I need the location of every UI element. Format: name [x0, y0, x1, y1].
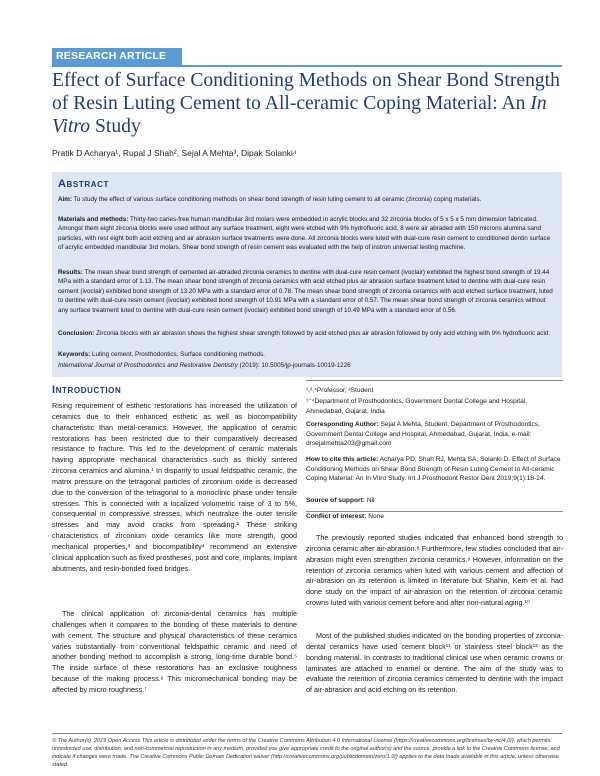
support-label: Source of support: [306, 497, 365, 504]
intro-paragraph-2: The clinical application of zirconia-dental ceramics has multiple challenges when it compares to the bonding of these materials to dentine with cement. The structure and physical characteristics of these ceramics varies substantially from conventional feldspathic ceramic and need of another bonding method to accomplish a strong, long-time durable bond.⁵ The inside surface of these restorations has an exclusive roughness because of the making process.⁶ This micromechanical bonding may be affected by micro roughness.⁷ [52, 609, 297, 694]
intro-paragraph-4: Most of the published studies indicated on the bonding properties of zirconia-dental ceramics have used cement block¹¹ or stainless steel block¹² as the bonding material. In contrasts to traditional clinical use when ceramic crowns or laminates are attached to enamel or dentine. The aim of the study was to evaluate the retention of zirconia ceramics cemented to dentine with the impact of air-abrasion and acid etching on its retention. [306, 631, 563, 695]
banner-rule [52, 65, 562, 67]
support-text: Nil [364, 497, 375, 504]
footer-rule [52, 733, 562, 734]
abstract-citation [58, 361, 556, 370]
title-tail: Study [90, 116, 141, 137]
corr-label: Corresponding Author: [306, 421, 379, 428]
keywords-text: Luting cement, Prosthodontics, Surface conditioning methods. [91, 351, 265, 358]
title-italic: In Vitro [52, 93, 547, 137]
abstract-keywords [58, 350, 556, 359]
introduction-heading: Introduction [52, 384, 122, 396]
affiliation-department: ¹⁻⁴Department of Prosthodontics, Government Dental College and Hospital, Ahmedabad, Gujarat, India [306, 398, 528, 415]
cite-text: Acharya PD, Shah RJ, Mehta SA, Solanki D. Effect of Surface Conditioning Methods on Shear Bond Strength of Resin Luting Cement to All-ceramic Coping Material: An In Vitro Study. Int J Prosthodont Restor Dent 2019;9(1):18-24. [306, 456, 561, 483]
aim-text: To study the effect of various surface conditioning methods on shear bond strength of resin luting cement to all ceramic (zirconia) coping materials. [73, 196, 482, 203]
affiliation-roles: ¹,²,⁴Professor, ³Student [306, 387, 374, 394]
journal-name: International Journal of Prosthodontics and Restorative Dentistry [58, 362, 238, 369]
methods-label: Materials and methods: [58, 216, 129, 223]
conflict-label: Conflict of interest: [306, 513, 367, 520]
conclusion-text: Zirconia blocks with air abrasion shows the highest shear strength followed by acid etched plus air abrasion followed by only acid etching with 9% hydrofluoric acid. [96, 330, 551, 337]
conflict-text: None [366, 513, 385, 520]
abstract-box [52, 172, 562, 377]
article-title [52, 69, 567, 138]
conclusion-label: Conclusion: [58, 330, 95, 337]
abstract-conclusion [58, 329, 556, 338]
methods-text: Thirty-two caries-free human mandibular 3rd molars were embedded in acrylic blocks and 32 zirconia blocks of 5 x 5 x 5 mm dimension fabricated. Amongst them eight zirconia blocks were used without any surface treatment, eight were etched with 9% hydrofluoric acid, 8 were air abraded with 150 microns alumina sand particles, with rest eight both acid etching and air abrasion surface treatments were done. All zirconia blocks were luted with dual-cure resin cement to conditioned dentin surface of acrylic embedded mandibular 3rd molars. Shear bond strength of resin cement was evaluated with the help of instron universal testing machine. [58, 216, 551, 252]
abstract-heading: Abstract [58, 178, 109, 190]
author-list: Pratik D Acharya¹, Rupal J Shah², Sejal A Mehta³, Dipak Solanki⁴ [52, 148, 297, 158]
affiliation-top-rule [306, 380, 563, 381]
aim-label: Aim: [58, 196, 72, 203]
license-footer: © The Author(s). 2019 Open Access This article is distributed under the terms of the Creative Commons Attribution 4.0 International License (https://creativecommons.org/licenses/by-nc/4.0/), which permits unrestricted use, distribution, and non-commercial reproduction in any medium, provided you give appropriate credit to the original author(s) and the source, provide a link to the Creative Commons license, and indicate if changes were made. The Creative Commons Public Domain Dedication waiver (http://creativecommons.org/publicdomain/zero/1.0/) applies to the data made available in this article, unless otherwise stated. [52, 738, 560, 768]
article-type-banner: RESEARCH ARTICLE [52, 48, 182, 65]
intro-paragraph-3: The previously reported studies indicated that enhanced bond strength to zirconia ceramic after air-abrasion.⁸ Furthermore, few studies concluded that air-abrasion might even strengthen zirconia ceramics.⁹ However, information on the retention of zirconia ceramics when luted with various cement and affection of air-abrasion on its retention is limited in literature but Shahin, Kern et al. had done study on the impact of air-abrasion on the retention of zirconia ceramic crowns luted with various cement before and after non-natural aging.¹⁰ [306, 533, 563, 608]
abstract-aim [58, 195, 556, 204]
conflict-of-interest [306, 512, 563, 522]
keywords-label: Keywords: [58, 351, 91, 358]
journal-doi: (2019): 10.5005/jp-journals-10019-1226 [237, 362, 351, 369]
corr-text: Sejal A Mehta, Student, Department of Prosthodontics, Government Dental College and Hospital, Ahmedabad, Gujarat, India, e-mail: drsejalmehta203@gmail.com [306, 421, 540, 448]
intro-paragraph-1: Rising requirement of esthetic restorations has increased the utilization of ceramics due to their enhanced esthetic as well as biocompatibility characteristic than metal-ceramics. However, the application of ceramic restorations has been restricted due to their comparatively decreased resistance to fracture. This led to the development of ceramic materials having appropriate mechanical characteristics such as thickly sintered zirconia ceramics and alumina.¹ In disparity to usual feldspathic ceramic, the matrix pressure on the tetragonal particles of zirconium oxide is decreased due to the conversion of the tetragonal to a monoclinic phase under tensile stresses. This is connected with a localized volumetric raise of 3 to 5%, consequential in compressive stresses, which neutralize the outer tensile stresses and may avoid cracks from spreading.² These striking characteristics of zirconium oxide ceramics like more strength, good mechanical properties,³ and biocompatibility⁴ recommend an extensive clinical application such as fixed prostheses, post and core, implants, implant abutments, and resin-bonded fixed bridges. [52, 401, 297, 573]
abstract-methods [58, 215, 556, 253]
cite-label: How to cite this article: [306, 456, 379, 463]
source-of-support [306, 496, 563, 506]
results-label: Results: [58, 269, 83, 276]
results-text: The mean shear bond strength of cemented air-abraded zirconia ceramics to dentine with dual-cure resin cement (ivoclair) exhibited the highest bond strength of 19.44 MPa with a standard error of 1.13. The mean shear bond strength of zirconia ceramics with acid etched plus air abrasion surface treatment luted to dentine with dual-cure resin cement (ivoclair) exhibited bond strength of 13.20 MPa with a standard error of 0.78. The mean shear bond strength of zirconia ceramics with acid etched surface treatment, luted to dentine with dual-cure resin cement (ivoclair) exhibited bond strength of 10.91 MPa with a standard error of 0.57. The mean shear bond strength of zirconia ceramics without any surface treatment luted to dentine with dual-cure resin cement (ivoclair) exhibited bond strength of 10.49 MPa with a standard error of 0.56. [58, 269, 553, 314]
corresponding-author [306, 420, 563, 449]
abstract-results [58, 268, 556, 315]
how-to-cite [306, 455, 563, 484]
title-main: Effect of Surface Conditioning Methods on Shear Bond Strength of Resin Luting Cement to All-ceramic Coping Material: An [52, 70, 560, 114]
